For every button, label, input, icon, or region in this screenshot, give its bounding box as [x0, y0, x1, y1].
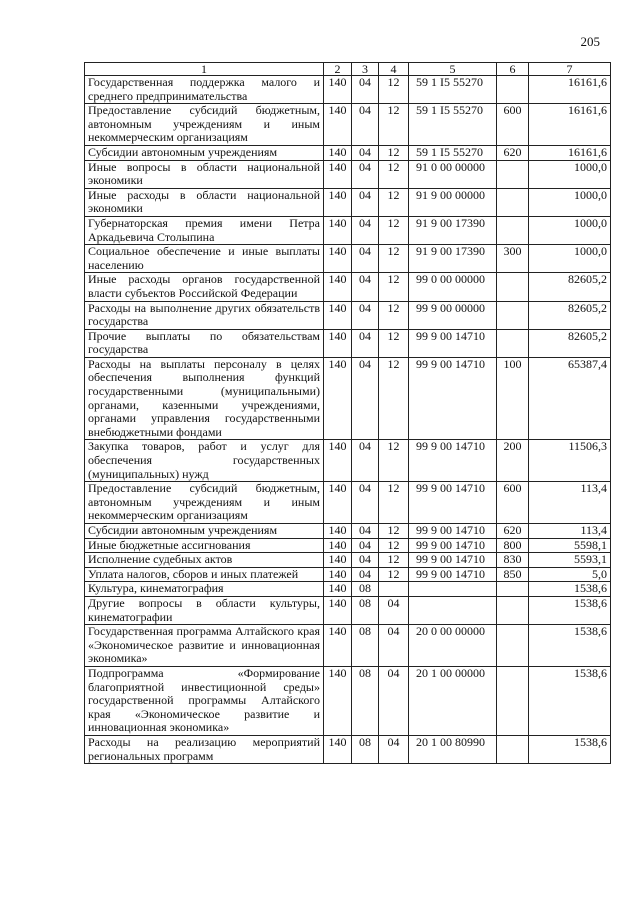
table-row: [85, 329, 611, 357]
table-header-row: [85, 63, 611, 76]
row-gl-code: 140: [324, 329, 352, 357]
row-amount: 1538,6: [529, 735, 611, 763]
row-target-code: 20 1 00 00000: [409, 666, 497, 735]
row-expense-type-code: [497, 160, 529, 188]
row-target-code: 99 9 00 14710: [409, 538, 497, 553]
row-amount: 16161,6: [529, 76, 611, 104]
row-subsection-code: 12: [379, 538, 409, 553]
row-expense-type-code: 200: [497, 440, 529, 482]
row-amount: 65387,4: [529, 357, 611, 440]
row-expense-type-code: 850: [497, 567, 529, 582]
row-gl-code: 140: [324, 301, 352, 329]
table-row: [85, 538, 611, 553]
row-gl-code: 140: [324, 145, 352, 160]
row-section-code: 04: [352, 245, 379, 273]
row-target-code: [409, 582, 497, 597]
row-gl-code: 140: [324, 582, 352, 597]
row-subsection-code: 04: [379, 735, 409, 763]
table-row: [85, 482, 611, 524]
row-subsection-code: 12: [379, 216, 409, 244]
table-row: [85, 145, 611, 160]
row-name: Исполнение судебных актов: [85, 553, 324, 568]
row-amount: 5593,1: [529, 553, 611, 568]
row-amount: 82605,2: [529, 273, 611, 301]
table-row: [85, 104, 611, 146]
table-row: [85, 440, 611, 482]
row-amount: 1000,0: [529, 216, 611, 244]
row-subsection-code: 12: [379, 273, 409, 301]
row-name: Губернаторская премия имени Петра Аркадьевича Столыпина: [85, 216, 324, 244]
row-subsection-code: [379, 582, 409, 597]
row-gl-code: 140: [324, 76, 352, 104]
row-expense-type-code: 600: [497, 104, 529, 146]
row-section-code: 04: [352, 216, 379, 244]
page-number: 205: [580, 34, 600, 49]
row-gl-code: 140: [324, 524, 352, 539]
row-expense-type-code: [497, 273, 529, 301]
row-name: Предоставление субсидий бюджетным, автономным учреждениям и иным некоммерческим организациям: [85, 482, 324, 524]
header-col-5: 5: [409, 63, 497, 76]
row-name: Закупка товаров, работ и услуг для обеспечения государственных (муниципальных) нужд: [85, 440, 324, 482]
row-expense-type-code: 830: [497, 553, 529, 568]
header-col-2: 2: [324, 63, 352, 76]
row-gl-code: 140: [324, 104, 352, 146]
row-gl-code: 140: [324, 273, 352, 301]
row-target-code: 59 1 I5 55270: [409, 145, 497, 160]
row-section-code: 04: [352, 553, 379, 568]
budget-table: [84, 62, 611, 764]
row-gl-code: 140: [324, 160, 352, 188]
row-section-code: 04: [352, 524, 379, 539]
row-amount: 1538,6: [529, 596, 611, 624]
row-amount: 113,4: [529, 524, 611, 539]
row-name: Иные вопросы в области национальной экономики: [85, 160, 324, 188]
table-row: [85, 357, 611, 440]
table-row: [85, 160, 611, 188]
row-gl-code: 140: [324, 216, 352, 244]
row-section-code: 08: [352, 596, 379, 624]
row-gl-code: 140: [324, 245, 352, 273]
row-name: Другие вопросы в области культуры, кинематографии: [85, 596, 324, 624]
row-name: Подпрограмма «Формирование благоприятной инвестиционной среды» государственной программы Алтайского края «Экономическое развитие и инновационная экономика»: [85, 666, 324, 735]
row-expense-type-code: [497, 582, 529, 597]
row-section-code: 04: [352, 160, 379, 188]
row-section-code: 04: [352, 440, 379, 482]
row-target-code: 99 9 00 14710: [409, 357, 497, 440]
row-name: Субсидии автономным учреждениям: [85, 524, 324, 539]
row-amount: 5598,1: [529, 538, 611, 553]
row-gl-code: 140: [324, 596, 352, 624]
row-target-code: 59 1 I5 55270: [409, 104, 497, 146]
row-target-code: 91 9 00 17390: [409, 216, 497, 244]
row-subsection-code: 04: [379, 625, 409, 667]
row-amount: 16161,6: [529, 145, 611, 160]
row-name: Прочие выплаты по обязательствам государства: [85, 329, 324, 357]
table-row: [85, 216, 611, 244]
row-amount: 1000,0: [529, 188, 611, 216]
row-section-code: 04: [352, 301, 379, 329]
row-amount: 1538,6: [529, 582, 611, 597]
table-row: [85, 582, 611, 597]
row-gl-code: 140: [324, 538, 352, 553]
table-row: [85, 625, 611, 667]
row-amount: 82605,2: [529, 329, 611, 357]
row-gl-code: 140: [324, 440, 352, 482]
row-name: Предоставление субсидий бюджетным, автономным учреждениям и иным некоммерческим организациям: [85, 104, 324, 146]
row-target-code: 99 0 00 00000: [409, 273, 497, 301]
row-expense-type-code: [497, 188, 529, 216]
row-gl-code: 140: [324, 625, 352, 667]
row-section-code: 04: [352, 104, 379, 146]
row-amount: 5,0: [529, 567, 611, 582]
row-target-code: 99 9 00 00000: [409, 301, 497, 329]
row-target-code: 91 9 00 17390: [409, 245, 497, 273]
row-section-code: 08: [352, 582, 379, 597]
row-gl-code: 140: [324, 553, 352, 568]
table-row: [85, 735, 611, 763]
row-amount: 11506,3: [529, 440, 611, 482]
row-section-code: 04: [352, 273, 379, 301]
row-section-code: 04: [352, 329, 379, 357]
row-subsection-code: 04: [379, 666, 409, 735]
row-subsection-code: 12: [379, 567, 409, 582]
row-section-code: 04: [352, 567, 379, 582]
row-subsection-code: 12: [379, 145, 409, 160]
row-gl-code: 140: [324, 666, 352, 735]
row-subsection-code: 12: [379, 553, 409, 568]
row-subsection-code: 12: [379, 160, 409, 188]
row-expense-type-code: [497, 329, 529, 357]
table-row: [85, 188, 611, 216]
row-gl-code: 140: [324, 357, 352, 440]
row-amount: 16161,6: [529, 104, 611, 146]
table-row: [85, 245, 611, 273]
row-name: Социальное обеспечение и иные выплаты населению: [85, 245, 324, 273]
row-target-code: 91 9 00 00000: [409, 188, 497, 216]
table-body: [85, 76, 611, 764]
row-section-code: 08: [352, 735, 379, 763]
row-expense-type-code: 100: [497, 357, 529, 440]
row-gl-code: 140: [324, 567, 352, 582]
row-subsection-code: 12: [379, 76, 409, 104]
row-target-code: 20 0 00 00000: [409, 625, 497, 667]
row-amount: 1538,6: [529, 625, 611, 667]
row-gl-code: 140: [324, 188, 352, 216]
table-row: [85, 301, 611, 329]
row-subsection-code: 12: [379, 440, 409, 482]
row-subsection-code: 12: [379, 524, 409, 539]
row-subsection-code: 12: [379, 482, 409, 524]
row-target-code: 99 9 00 14710: [409, 440, 497, 482]
table-row: [85, 524, 611, 539]
row-amount: 113,4: [529, 482, 611, 524]
row-expense-type-code: 620: [497, 524, 529, 539]
header-col-4: 4: [379, 63, 409, 76]
row-section-code: 04: [352, 482, 379, 524]
row-target-code: 99 9 00 14710: [409, 524, 497, 539]
row-section-code: 08: [352, 666, 379, 735]
row-expense-type-code: [497, 76, 529, 104]
row-amount: 1000,0: [529, 245, 611, 273]
row-name: Государственная программа Алтайского края «Экономическое развитие и инновационная экономика»: [85, 625, 324, 667]
table-row: [85, 553, 611, 568]
row-expense-type-code: 600: [497, 482, 529, 524]
row-expense-type-code: [497, 596, 529, 624]
row-name: Уплата налогов, сборов и иных платежей: [85, 567, 324, 582]
row-subsection-code: 12: [379, 301, 409, 329]
row-name: Иные бюджетные ассигнования: [85, 538, 324, 553]
row-name: Расходы на выполнение других обязательств государства: [85, 301, 324, 329]
row-amount: 1538,6: [529, 666, 611, 735]
row-name: Расходы на реализацию мероприятий региональных программ: [85, 735, 324, 763]
row-subsection-code: 12: [379, 245, 409, 273]
row-target-code: 91 0 00 00000: [409, 160, 497, 188]
row-name: Иные расходы в области национальной экономики: [85, 188, 324, 216]
header-col-6: 6: [497, 63, 529, 76]
row-target-code: 20 1 00 80990: [409, 735, 497, 763]
row-name: Расходы на выплаты персоналу в целях обеспечения выполнения функций государственными (муниципальными) органами, казенными учреждениями, органами управления государственными внебюджетными фондами: [85, 357, 324, 440]
row-name: Иные расходы органов государственной власти субъектов Российской Федерации: [85, 273, 324, 301]
row-target-code: 99 9 00 14710: [409, 482, 497, 524]
row-subsection-code: 04: [379, 596, 409, 624]
header-col-3: 3: [352, 63, 379, 76]
row-section-code: 04: [352, 188, 379, 216]
row-subsection-code: 12: [379, 188, 409, 216]
row-expense-type-code: [497, 625, 529, 667]
row-section-code: 08: [352, 625, 379, 667]
row-expense-type-code: [497, 666, 529, 735]
table-row: [85, 76, 611, 104]
table-row: [85, 567, 611, 582]
row-expense-type-code: 300: [497, 245, 529, 273]
table-row: [85, 666, 611, 735]
row-expense-type-code: [497, 216, 529, 244]
row-expense-type-code: 800: [497, 538, 529, 553]
row-section-code: 04: [352, 76, 379, 104]
row-subsection-code: 12: [379, 104, 409, 146]
row-section-code: 04: [352, 357, 379, 440]
row-subsection-code: 12: [379, 329, 409, 357]
row-gl-code: 140: [324, 735, 352, 763]
row-target-code: 99 9 00 14710: [409, 329, 497, 357]
row-target-code: 99 9 00 14710: [409, 567, 497, 582]
row-target-code: 59 1 I5 55270: [409, 76, 497, 104]
row-section-code: 04: [352, 145, 379, 160]
row-target-code: [409, 596, 497, 624]
row-target-code: 99 9 00 14710: [409, 553, 497, 568]
row-name: Государственная поддержка малого и среднего предпринимательства: [85, 76, 324, 104]
row-expense-type-code: [497, 301, 529, 329]
header-col-7: 7: [529, 63, 611, 76]
row-expense-type-code: 620: [497, 145, 529, 160]
table-row: [85, 273, 611, 301]
row-amount: 82605,2: [529, 301, 611, 329]
row-amount: 1000,0: [529, 160, 611, 188]
row-gl-code: 140: [324, 482, 352, 524]
row-subsection-code: 12: [379, 357, 409, 440]
row-name: Субсидии автономным учреждениям: [85, 145, 324, 160]
row-section-code: 04: [352, 538, 379, 553]
table-row: [85, 596, 611, 624]
header-col-1: 1: [85, 63, 324, 76]
row-expense-type-code: [497, 735, 529, 763]
row-name: Культура, кинематография: [85, 582, 324, 597]
